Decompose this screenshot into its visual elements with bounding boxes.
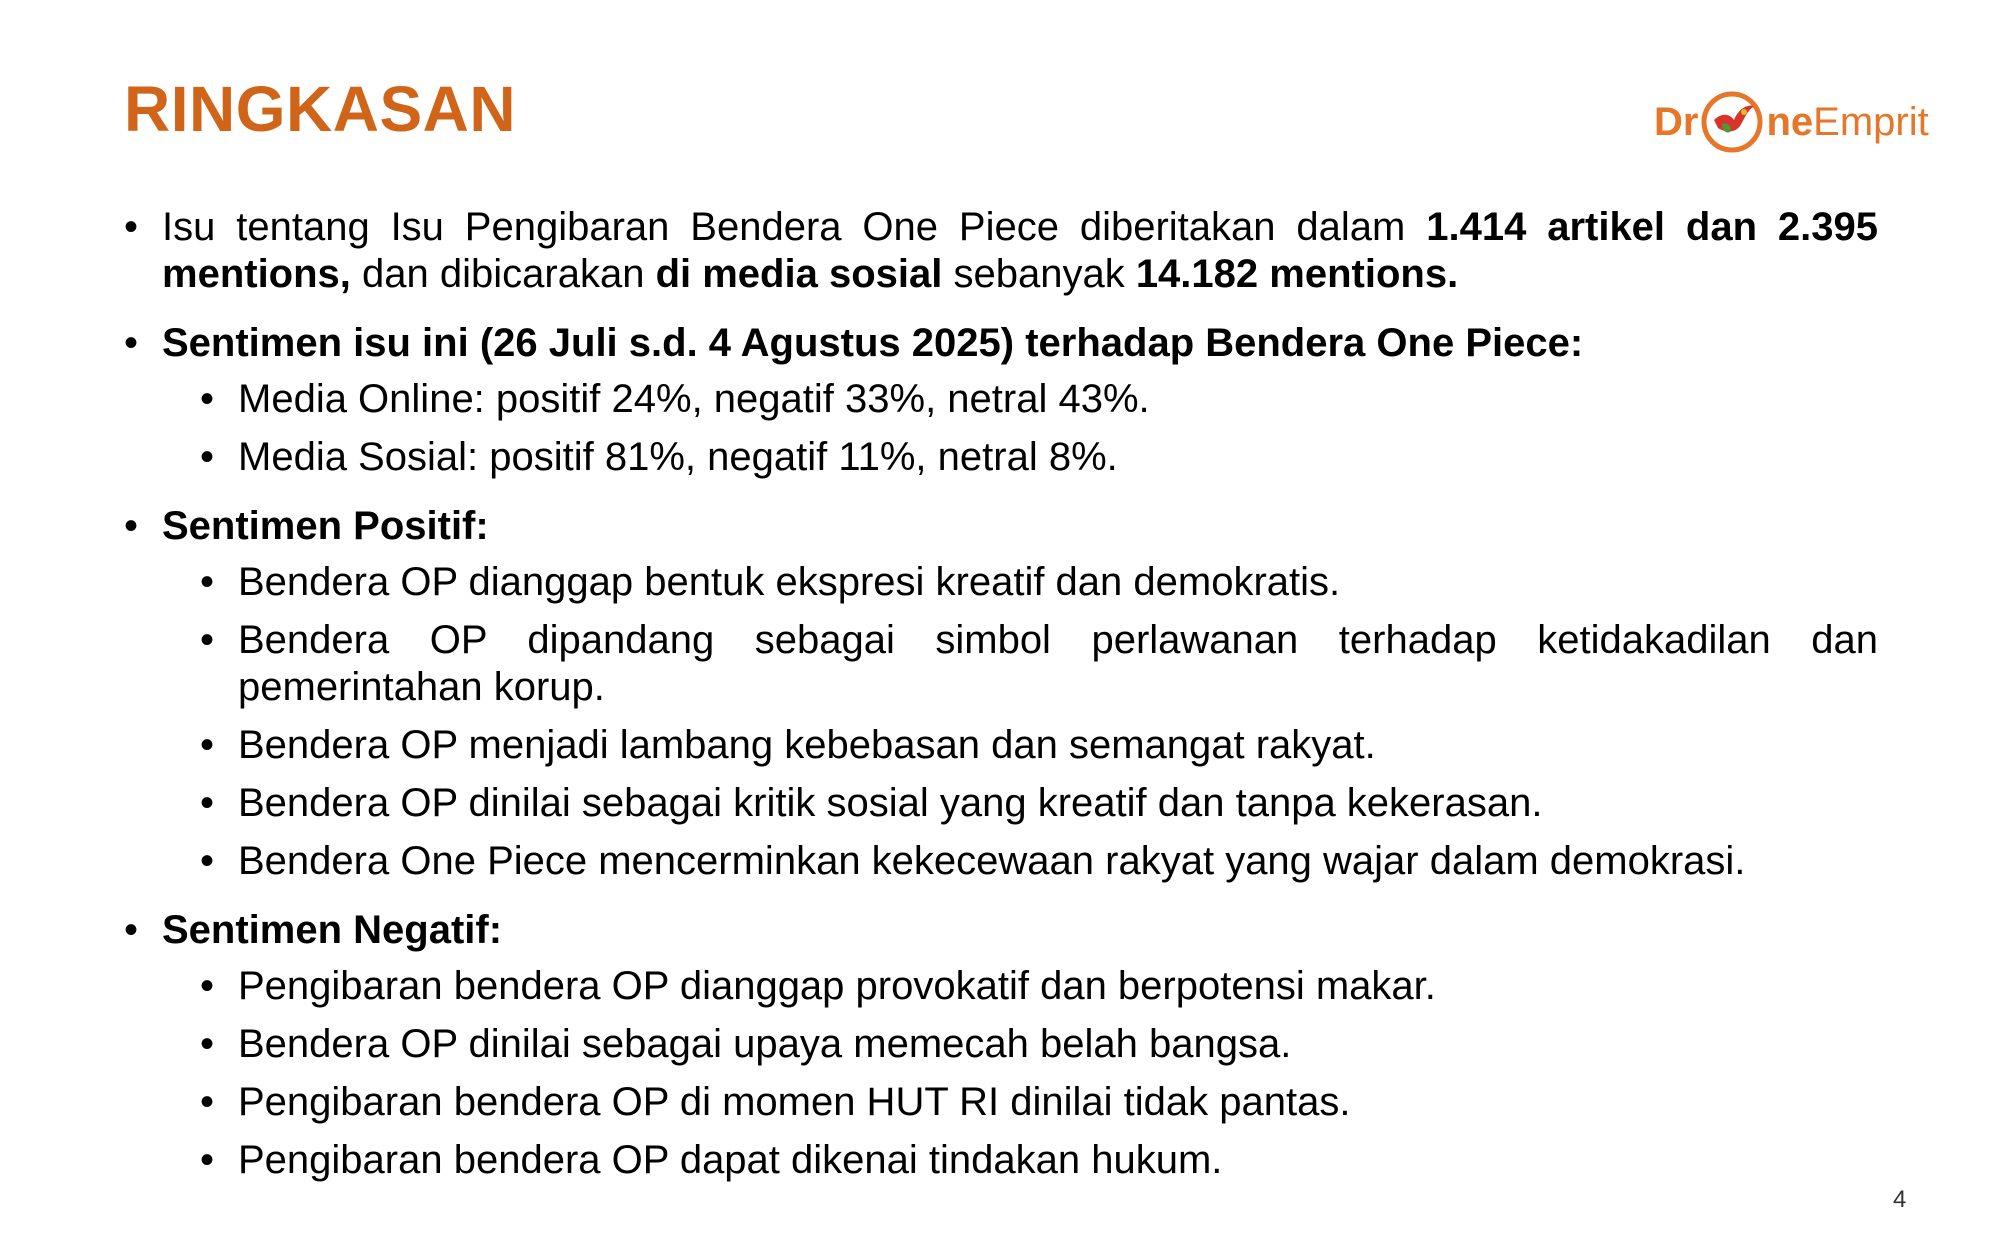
positive-heading: • Sentimen Positif: bbox=[124, 503, 1878, 550]
list-item: • Bendera OP dipandang sebagai simbol perlawanan terhadap ketidakadilan dan pemerintahan korup. bbox=[124, 617, 1878, 711]
drone-bird-icon bbox=[1700, 90, 1764, 154]
slide-content bbox=[124, 204, 1878, 1206]
slide-title: RINGKASAN bbox=[124, 73, 517, 145]
list-item: • Pengibaran bendera OP dianggap provokatif dan berpotensi makar. bbox=[124, 963, 1878, 1010]
negative-section bbox=[124, 907, 1878, 1184]
sentiment-section bbox=[124, 320, 1878, 481]
positive-section bbox=[124, 503, 1878, 885]
logo-text-emprit: Emprit bbox=[1813, 100, 1929, 144]
list-item: • Pengibaran bendera OP dapat dikenai tindakan hukum. bbox=[124, 1137, 1878, 1184]
logo-text-ne: ne bbox=[1766, 100, 1814, 144]
page-number: 4 bbox=[1893, 1186, 1907, 1213]
list-item: • Bendera One Piece mencerminkan kekecewaan rakyat yang wajar dalam demokrasi. bbox=[124, 838, 1878, 885]
logo-text-dr: Dr bbox=[1654, 100, 1699, 144]
sentiment-heading: • Sentimen isu ini (26 Juli s.d. 4 Agustus 2025) terhadap Bendera One Piece: bbox=[124, 320, 1878, 367]
sentiment-social: • Media Sosial: positif 81%, negatif 11%, netral 8%. bbox=[124, 434, 1878, 481]
list-item: • Bendera OP dinilai sebagai kritik sosial yang kreatif dan tanpa kekerasan. bbox=[124, 780, 1878, 827]
drone-emprit-logo bbox=[1654, 90, 1929, 154]
negative-heading: • Sentimen Negatif: bbox=[124, 907, 1878, 954]
summary-bullet: • Isu tentang Isu Pengibaran Bendera One Piece diberitakan dalam 1.414 artikel dan 2.395 mentions, dan dibicarakan di media sosial sebanyak 14.182 mentions. bbox=[124, 204, 1878, 298]
list-item: • Pengibaran bendera OP di momen HUT RI dinilai tidak pantas. bbox=[124, 1079, 1878, 1126]
list-item: • Bendera OP dinilai sebagai upaya memecah belah bangsa. bbox=[124, 1021, 1878, 1068]
list-item: • Bendera OP dianggap bentuk ekspresi kreatif dan demokratis. bbox=[124, 559, 1878, 606]
list-item: • Bendera OP menjadi lambang kebebasan dan semangat rakyat. bbox=[124, 722, 1878, 769]
sentiment-online: • Media Online: positif 24%, negatif 33%, netral 43%. bbox=[124, 376, 1878, 423]
